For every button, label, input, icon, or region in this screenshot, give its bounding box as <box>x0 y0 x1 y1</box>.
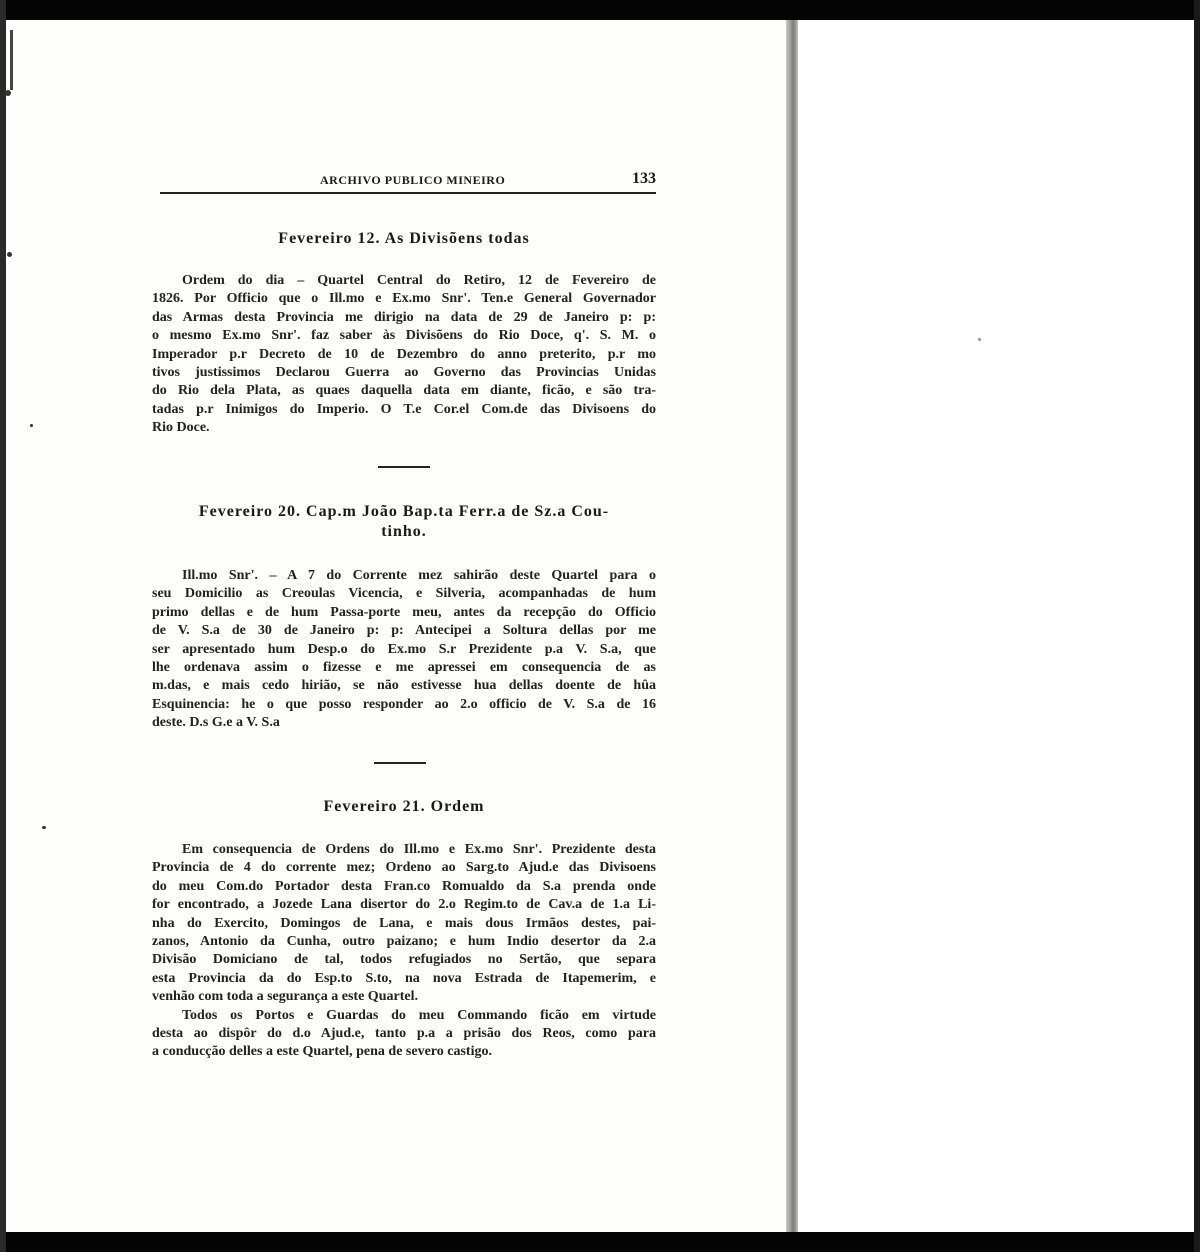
text-line: lhe ordenava assim o fizesse e me apressei em consequencia de as <box>152 660 656 676</box>
scan-speck <box>42 826 46 829</box>
text-line: esta Provincia da do Esp.to S.to, na nova Estrada de Itapemerim, e <box>152 970 656 986</box>
text-line: venhão com toda a segurança a este Quartel. <box>152 989 418 1005</box>
book-gutter-shadow <box>786 20 798 1232</box>
text-line: o mesmo Ex.mo Snr'. faz saber às Divisõens do Rio Doce, q'. S. M. o <box>152 328 656 344</box>
entry-body <box>152 272 656 438</box>
scan-border-right <box>1194 0 1200 1252</box>
entry-body <box>152 841 656 1062</box>
text-line: 1826. Por Officio que o Ill.mo e Ex.mo Snr'. Ten.e General Governador <box>152 291 656 307</box>
text-line: do meu Com.do Portador desta Fran.co Romualdo da S.a prenda onde <box>152 878 656 894</box>
text-line: Divisão Domiciano de tal, todos refugiados no Sertão, que separa <box>152 952 656 968</box>
text-line: Todos os Portos e Guardas do meu Commando ficão em virtude <box>182 1007 656 1023</box>
entry-fevereiro-20 <box>152 502 656 542</box>
text-line: for encontrado, a Jozede Lana disertor do 2.o Regim.to de Cav.a de 1.a Li- <box>152 897 656 913</box>
entry-heading: Fevereiro 12. As Divisõens todas <box>278 230 530 247</box>
scan-speck <box>978 338 981 341</box>
text-line: tivos justissimos Declarou Guerra ao Governo das Provincias Unidas <box>152 365 656 381</box>
text-line: do Rio dela Plata, as quaes daquella data em diante, ficão, e são tra- <box>152 383 656 399</box>
text-line: deste. D.s G.e a V. S.a <box>152 715 280 731</box>
text-line: zanos, Antonio da Cunha, outro paizano; e hum Indio desertor da 2.a <box>152 934 656 950</box>
text-line: Esquinencia: he o que posso responder ao 2.o officio de V. S.a de 16 <box>152 696 656 712</box>
scan-speck <box>5 90 11 96</box>
text-line: a conducção delles a este Quartel, pena de severo castigo. <box>152 1044 492 1060</box>
scan-border-left <box>0 0 6 1252</box>
page-number: 133 <box>632 170 656 187</box>
text-line: Ill.mo Snr'. – A 7 do Corrente mez sahirão deste Quartel para o <box>182 568 656 583</box>
text-line: nha do Exercito, Domingos de Lana, e mais dous Irmãos destes, pai- <box>152 915 656 931</box>
section-divider <box>378 466 430 468</box>
text-line: m.das, e mais cedo hirião, se não estivesse hua dellas doente de hûa <box>152 678 656 694</box>
text-line: de V. S.a de 30 de Janeiro p: p: Antecipei a Soltura dellas por me <box>152 623 656 639</box>
scan-border-bottom <box>0 1232 1200 1252</box>
text-line: seu Domicilio as Creoulas Vicencia, e Silveria, acompanhadas de hum <box>152 586 656 602</box>
entry-fevereiro-12 <box>152 229 656 249</box>
entry-text <box>152 567 656 733</box>
text-line: Rio Doce. <box>152 420 210 436</box>
text-line: primo dellas e de hum Passa-porte meu, antes da recepção do Officio <box>152 604 656 620</box>
scan-border-top <box>0 0 1200 20</box>
blank-facing-page <box>798 20 1194 1232</box>
header-rule <box>160 192 656 194</box>
entry-heading-line1: Fevereiro 20. Cap.m João Bap.ta Ferr.a de Sz.a Cou- <box>198 503 610 520</box>
text-line: tadas p.r Inimigos do Imperio. O T.e Cor.el Com.de das Divisoens do <box>152 401 656 417</box>
text-line: ser apresentado hum Desp.o do Ex.mo S.r Prezidente p.a V. S.a, que <box>152 641 656 657</box>
text-line: Provincia de 4 do corrente mez; Ordeno ao Sarg.to Ajud.e das Divisoens <box>152 860 656 876</box>
scan-edge-mark <box>10 30 13 90</box>
entry-fevereiro-21 <box>152 797 656 817</box>
entry-heading-line2: tinho. <box>381 523 427 540</box>
entry-text <box>152 841 656 1062</box>
text-line: Ordem do dia – Quartel Central do Retiro, 12 de Fevereiro de <box>182 273 656 288</box>
text-line: Imperador p.r Decreto de 10 de Dezembro do anno preterito, p.r mo <box>152 346 656 362</box>
entry-text <box>152 272 656 438</box>
entry-heading: Fevereiro 21. Ordem <box>323 798 485 815</box>
text-line: das Armas desta Provincia me dirigio na data de 29 de Janeiro p: p: <box>152 309 656 325</box>
scan-speck <box>7 252 12 257</box>
text-line: desta ao dispôr do d.o Ajud.e, tanto p.a a prisão dos Reos, como para <box>152 1026 656 1042</box>
section-divider <box>374 762 426 764</box>
running-header-title: ARCHIVO PUBLICO MINEIRO <box>320 173 506 187</box>
running-header <box>160 170 656 192</box>
text-line: Em consequencia de Ordens do Ill.mo e Ex.mo Snr'. Prezidente desta <box>182 842 656 857</box>
scan-speck <box>30 424 33 427</box>
entry-body <box>152 567 656 733</box>
